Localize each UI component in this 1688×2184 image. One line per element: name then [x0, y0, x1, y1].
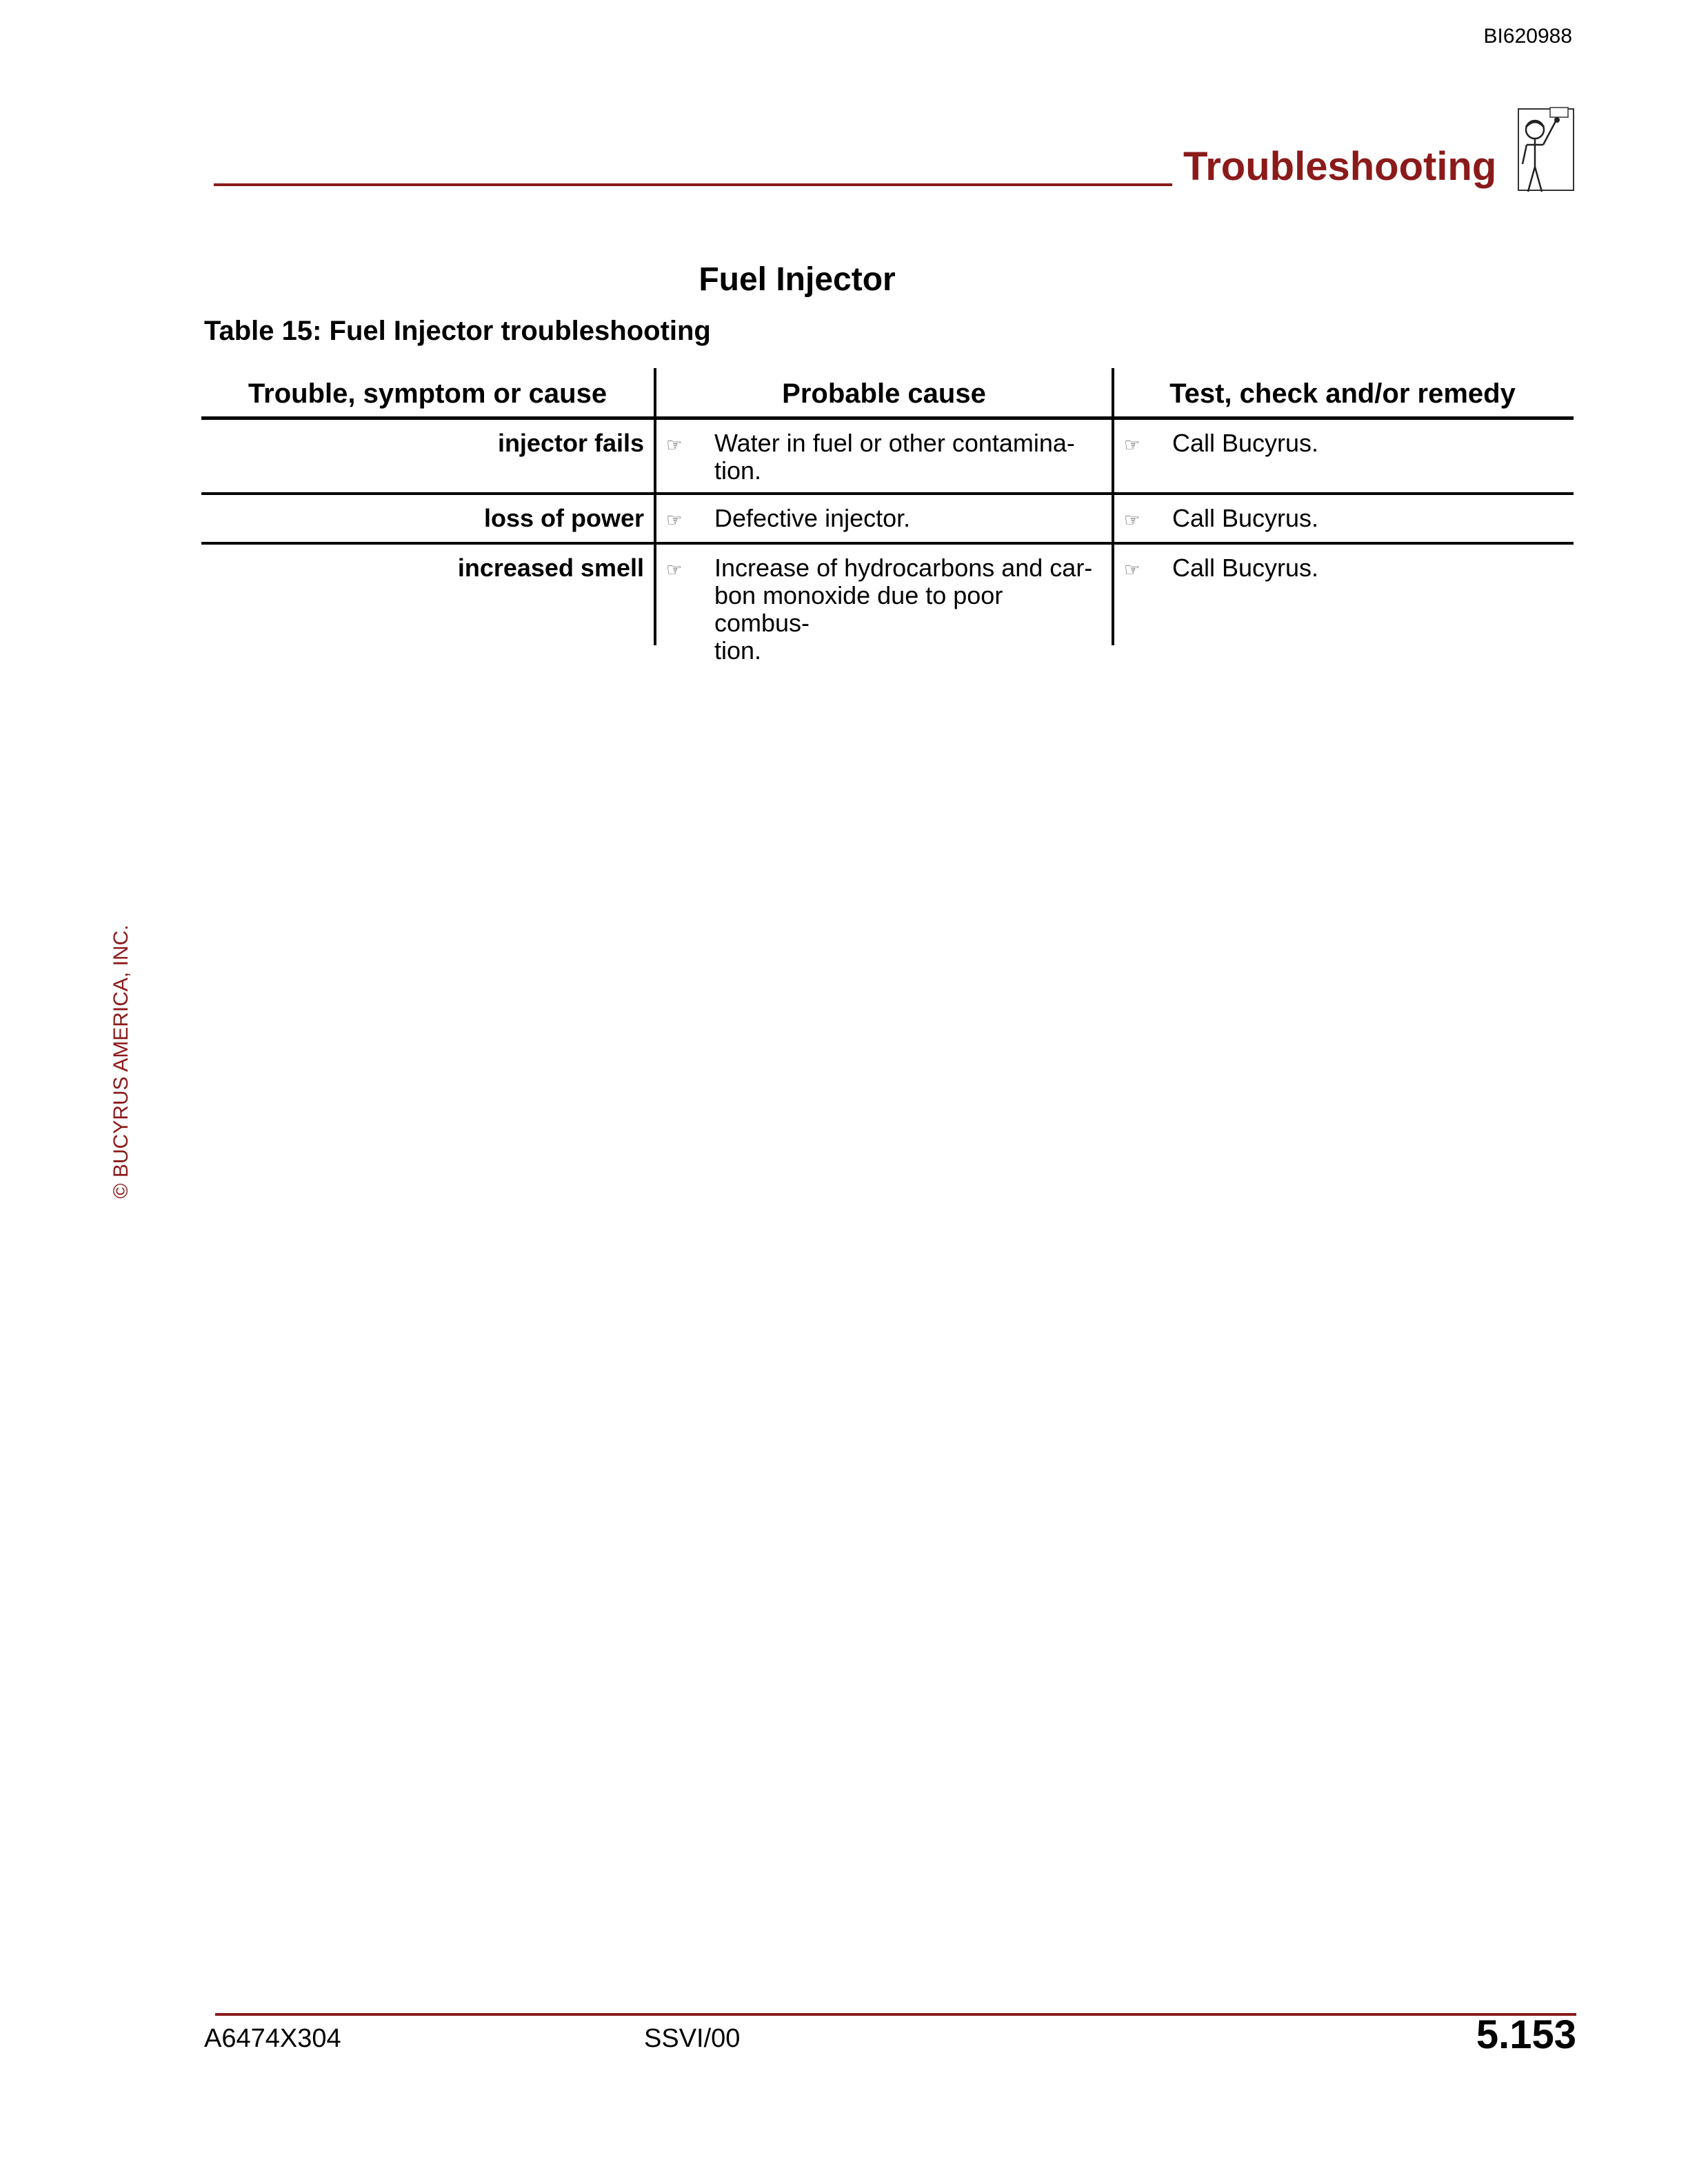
- remedy-cell: [1112, 545, 1571, 645]
- cause-cell: [654, 495, 1112, 542]
- column-header-remedy: Test, check and/or remedy: [1112, 368, 1571, 416]
- table-row: [201, 495, 1574, 545]
- column-header-trouble: Trouble, symptom or cause: [248, 378, 607, 409]
- column-header-probable-cause: Probable cause: [654, 368, 1112, 416]
- footer-rule: [215, 2013, 1576, 2016]
- pointing-hand-icon: ☞: [1124, 559, 1141, 580]
- pointing-hand-icon: ☞: [1124, 509, 1141, 530]
- remedy-cell: [1112, 420, 1571, 492]
- section-title: Troubleshooting: [1183, 144, 1497, 189]
- table-caption: Table 15: Fuel Injector troubleshooting: [204, 316, 711, 346]
- cause-cell: [654, 545, 1112, 665]
- table-row: [201, 420, 1574, 495]
- trouble-cell: increased smell: [457, 554, 644, 582]
- trouble-cell: injector fails: [497, 429, 644, 457]
- cause-text: Water in fuel or other contamina- tion.: [714, 429, 1075, 485]
- header-rule: [214, 183, 1172, 186]
- document-id: BI620988: [1483, 25, 1572, 48]
- trouble-cell: loss of power: [483, 504, 644, 532]
- troubleshooting-table: [201, 368, 1574, 665]
- table-row: [201, 545, 1574, 665]
- footer-doc-number: A6474X304: [204, 2024, 341, 2053]
- page-heading: Fuel Injector: [699, 261, 896, 298]
- pointing-hand-icon: ☞: [666, 434, 683, 455]
- footer-revision: SSVI/00: [644, 2024, 741, 2053]
- cause-cell: [654, 420, 1112, 492]
- table-header-row: [201, 368, 1574, 420]
- copyright-notice: © BUCYRUS AMERICA, INC.: [110, 924, 132, 1199]
- pointing-hand-icon: ☞: [666, 559, 683, 580]
- pointing-hand-icon: ☞: [1124, 434, 1141, 455]
- mechanic-with-start-sign-icon: [1507, 103, 1576, 200]
- remedy-text: Call Bucyrus.: [1172, 504, 1319, 532]
- cause-text: Defective injector.: [714, 504, 911, 532]
- page-number: 5.153: [1476, 2012, 1576, 2057]
- pointing-hand-icon: ☞: [666, 509, 683, 530]
- cause-text: Increase of hydrocarbons and car- bon monoxide due to poor combus- tion.: [714, 554, 1093, 665]
- remedy-text: Call Bucyrus.: [1172, 429, 1319, 457]
- remedy-text: Call Bucyrus.: [1172, 554, 1319, 582]
- remedy-cell: [1112, 495, 1571, 542]
